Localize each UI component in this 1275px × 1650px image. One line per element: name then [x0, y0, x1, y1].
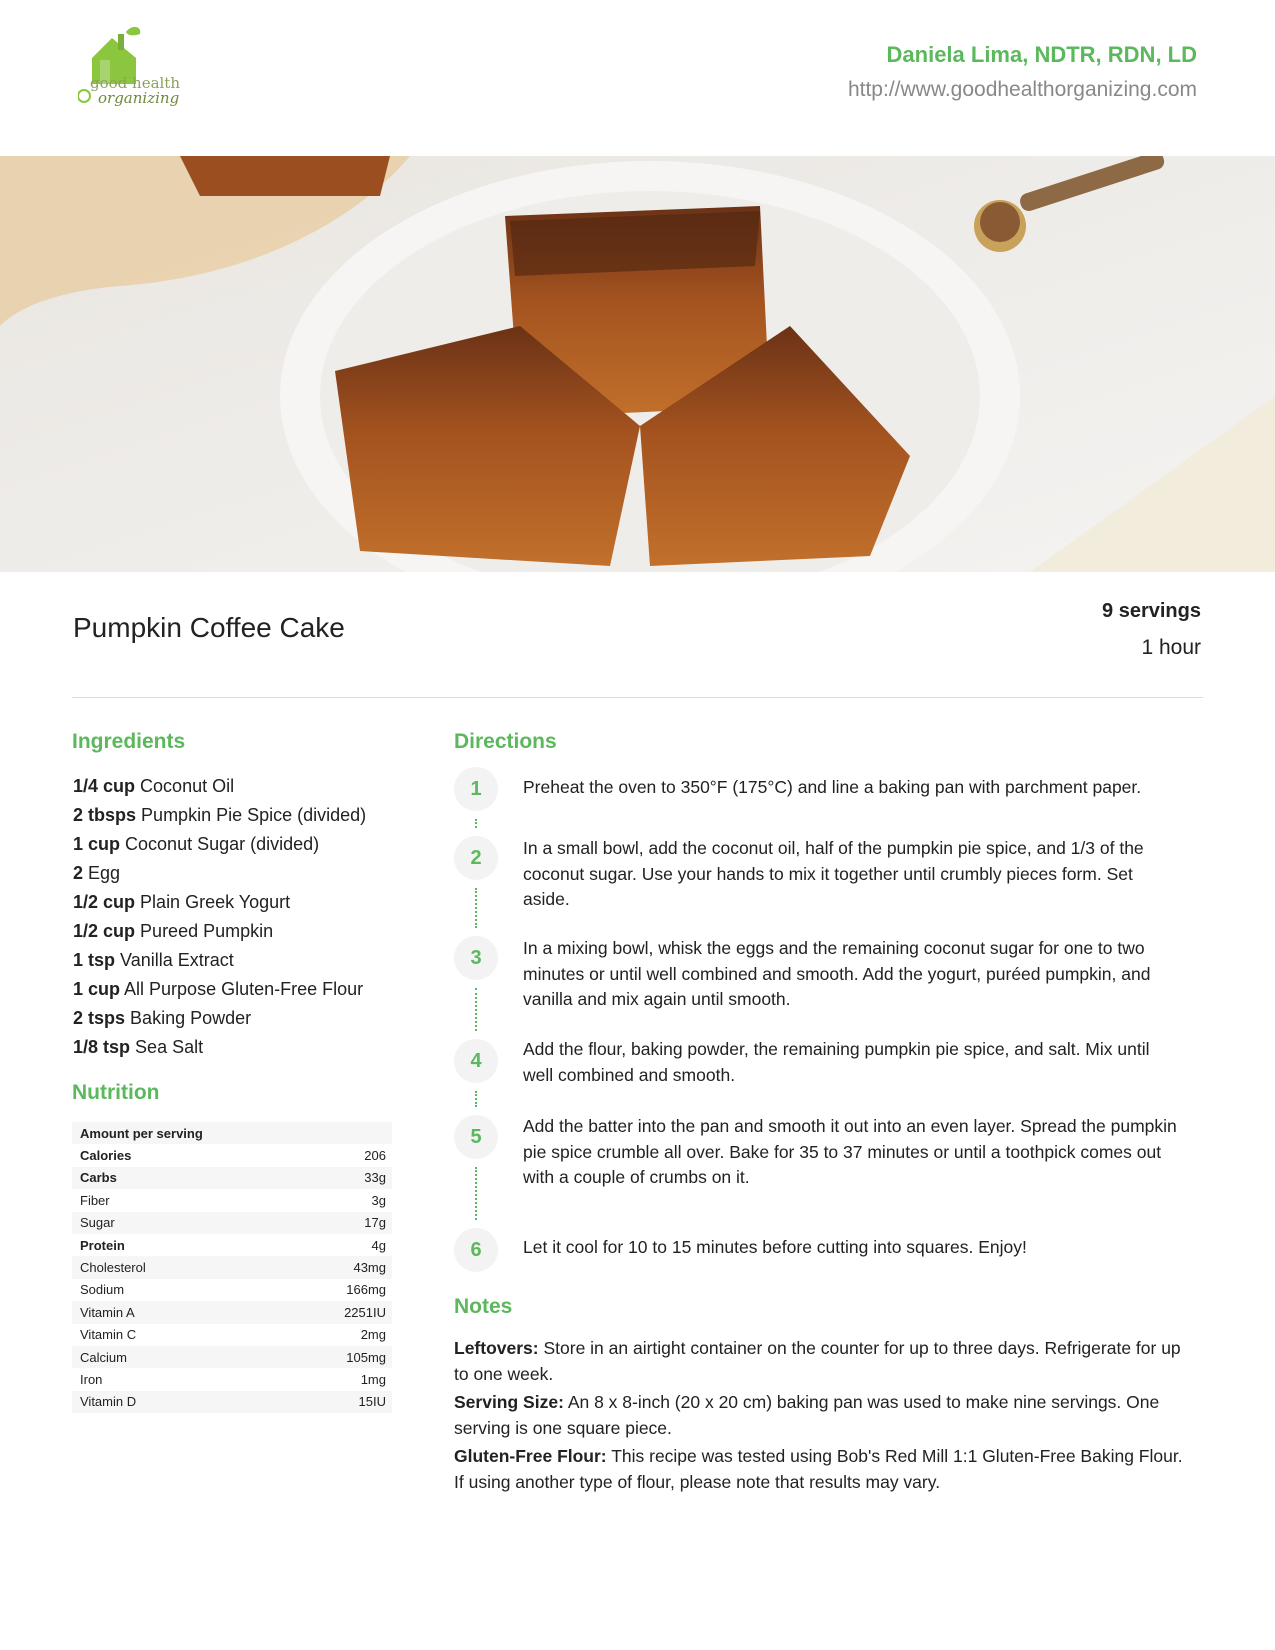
ingredient-qty: 1/4 cup: [73, 776, 136, 796]
nutrition-row: [72, 1391, 392, 1413]
nutrition-row: [72, 1346, 392, 1368]
ingredient-item: [73, 801, 403, 830]
step-text: In a small bowl, add the coconut oil, half of the pumpkin pie spice, and 1/3 of the coconut sugar. Use your hands to mix it together until crumbly pieces form. Set aside.: [523, 838, 1144, 909]
nutrient-label: Sugar: [72, 1212, 260, 1234]
nutrition-row: [72, 1279, 392, 1301]
directions-heading: Directions: [454, 730, 557, 753]
nutrition-row: [72, 1167, 392, 1189]
nutrition-row: [72, 1301, 392, 1323]
nutrition-row: [72, 1234, 392, 1256]
step-connector: [475, 819, 477, 828]
step-number: 5: [454, 1115, 498, 1159]
note-text: Store in an airtight container on the counter for up to three days. Refrigerate for up to one week.: [454, 1338, 1181, 1384]
step-number: 4: [454, 1039, 498, 1083]
website-link[interactable]: http://www.goodhealthorganizing.com: [847, 78, 1197, 101]
page-title: Pumpkin Coffee Cake: [73, 612, 345, 643]
step-number: 2: [454, 836, 498, 880]
step-text: Preheat the oven to 350°F (175°C) and line a baking pan with parchment paper.: [523, 777, 1142, 797]
ingredient-item: [73, 830, 403, 859]
nutrient-label: Sodium: [80, 1282, 125, 1298]
ingredient-name: Pureed Pumpkin: [140, 921, 274, 941]
nutrient-value: 43mg: [260, 1256, 392, 1278]
ingredient-item: [73, 917, 403, 946]
ingredients-list: [73, 772, 403, 1062]
author-name: Daniela Lima, NDTR, RDN, LD: [886, 42, 1197, 67]
nutrient-label: Carbs: [72, 1167, 260, 1189]
nutrient-value: 2mg: [360, 1327, 386, 1343]
ingredient-name: Coconut Sugar (divided): [125, 834, 320, 854]
step-text: In a mixing bowl, whisk the eggs and the remaining coconut sugar for one to two minutes or until well combined and smooth. Add the yogurt, puréed pumpkin, and vanilla and mix again until smooth.: [523, 938, 1151, 1009]
ingredient-qty: 1 cup: [73, 979, 121, 999]
nutrient-label: Vitamin D: [72, 1391, 260, 1413]
nutrient-label: Vitamin C: [80, 1327, 137, 1343]
nutrient-value: 3g: [371, 1192, 386, 1208]
note-text: This recipe was tested using Bob's Red Mill 1:1 Gluten-Free Baking Flour. If using another type of flour, please note that results may vary.: [454, 1446, 1183, 1492]
step-connector: [475, 988, 477, 1031]
nutrient-value: 33g: [260, 1167, 392, 1189]
ingredient-qty: 2: [73, 863, 84, 883]
step-text: Let it cool for 10 to 15 minutes before cutting into squares. Enjoy!: [523, 1237, 1027, 1257]
nutrition-heading: Nutrition: [72, 1081, 160, 1104]
brand-logo: good health organizing: [90, 74, 180, 107]
nutrition-row: [72, 1256, 392, 1278]
ingredient-qty: 1/2 cup: [73, 892, 136, 912]
nutrient-label: Fiber: [80, 1192, 110, 1208]
nutrient-label: Cholesterol: [72, 1256, 260, 1278]
ingredient-item: [73, 1033, 403, 1062]
ingredient-item: [73, 772, 403, 801]
servings-label: 9 servings: [1102, 600, 1201, 622]
ingredient-item: [73, 975, 403, 1004]
note-item: [454, 1444, 1184, 1495]
ingredients-heading: Ingredients: [72, 730, 186, 753]
nutrition-row: [72, 1212, 392, 1234]
nutrient-label: Iron: [80, 1371, 103, 1387]
ingredient-name: Pumpkin Pie Spice (divided): [141, 805, 367, 825]
ingredient-qty: 1 tsp: [73, 950, 116, 970]
ingredient-name: Vanilla Extract: [120, 950, 234, 970]
nutrition-row: [72, 1144, 392, 1166]
step-number: 1: [454, 767, 498, 811]
nutrient-value: 17g: [260, 1212, 392, 1234]
step-number: 3: [454, 936, 498, 980]
ingredient-name: Plain Greek Yogurt: [140, 892, 291, 912]
step-connector: [475, 888, 477, 928]
step-text: Add the flour, baking powder, the remaining pumpkin pie spice, and salt. Mix until well combined and smooth.: [523, 1039, 1150, 1085]
note-text: An 8 x 8-inch (20 x 20 cm) baking pan was used to make nine servings. One serving is one square piece.: [454, 1392, 1160, 1438]
time-label: 1 hour: [1141, 636, 1201, 659]
step-connector: [475, 1167, 477, 1220]
nutrient-label: Vitamin A: [72, 1301, 260, 1323]
ingredient-qty: 1/2 cup: [73, 921, 136, 941]
ingredient-qty: 1 cup: [73, 834, 121, 854]
nutrient-value: 2251IU: [260, 1301, 392, 1323]
nutrition-header-row: [72, 1122, 392, 1144]
ingredient-name: Coconut Oil: [140, 776, 235, 796]
ingredient-item: [73, 1004, 403, 1033]
ingredient-item: [73, 859, 403, 888]
nutrient-label: Protein: [80, 1237, 125, 1253]
note-key: Gluten-Free Flour:: [454, 1446, 607, 1466]
note-item: [454, 1336, 1184, 1387]
ingredient-qty: 2 tsps: [73, 1008, 126, 1028]
ingredient-qty: 1/8 tsp: [73, 1037, 131, 1057]
nutrient-value: 4g: [371, 1237, 386, 1253]
note-key: Leftovers:: [454, 1338, 539, 1358]
divider: [72, 697, 1203, 698]
notes-list: [454, 1336, 1184, 1498]
nutrient-value: 15IU: [260, 1391, 392, 1413]
ingredient-item: [73, 888, 403, 917]
note-item: [454, 1390, 1184, 1441]
note-key: Serving Size:: [454, 1392, 564, 1412]
nutrient-label: Calories: [80, 1148, 132, 1164]
ingredient-qty: 2 tbsps: [73, 805, 137, 825]
step-connector: [475, 1091, 477, 1107]
ingredient-name: Egg: [88, 863, 121, 883]
ingredient-name: All Purpose Gluten-Free Flour: [124, 979, 364, 999]
nutrient-value: 166mg: [346, 1282, 386, 1298]
nutrition-table: [72, 1122, 392, 1413]
ingredient-name: Baking Powder: [130, 1008, 252, 1028]
ingredient-name: Sea Salt: [135, 1037, 204, 1057]
nutrition-header: Amount per serving: [72, 1122, 392, 1144]
nutrition-row: [72, 1189, 392, 1211]
ingredient-item: [73, 946, 403, 975]
step-text: Add the batter into the pan and smooth it out into an even layer. Spread the pumpkin pie spice crumble all over. Bake for 35 to 37 minutes or until a toothpick comes out with a couple of crumbs on it.: [523, 1116, 1177, 1187]
nutrient-value: 1mg: [360, 1371, 386, 1387]
nutrition-row: [72, 1368, 392, 1390]
nutrient-value: 105mg: [260, 1346, 392, 1368]
nutrition-row: [72, 1324, 392, 1346]
hero-photo: [0, 156, 1275, 572]
step-number: 6: [454, 1228, 498, 1272]
nutrient-label: Calcium: [72, 1346, 260, 1368]
notes-heading: Notes: [454, 1295, 513, 1318]
nutrient-value: 206: [364, 1148, 386, 1164]
